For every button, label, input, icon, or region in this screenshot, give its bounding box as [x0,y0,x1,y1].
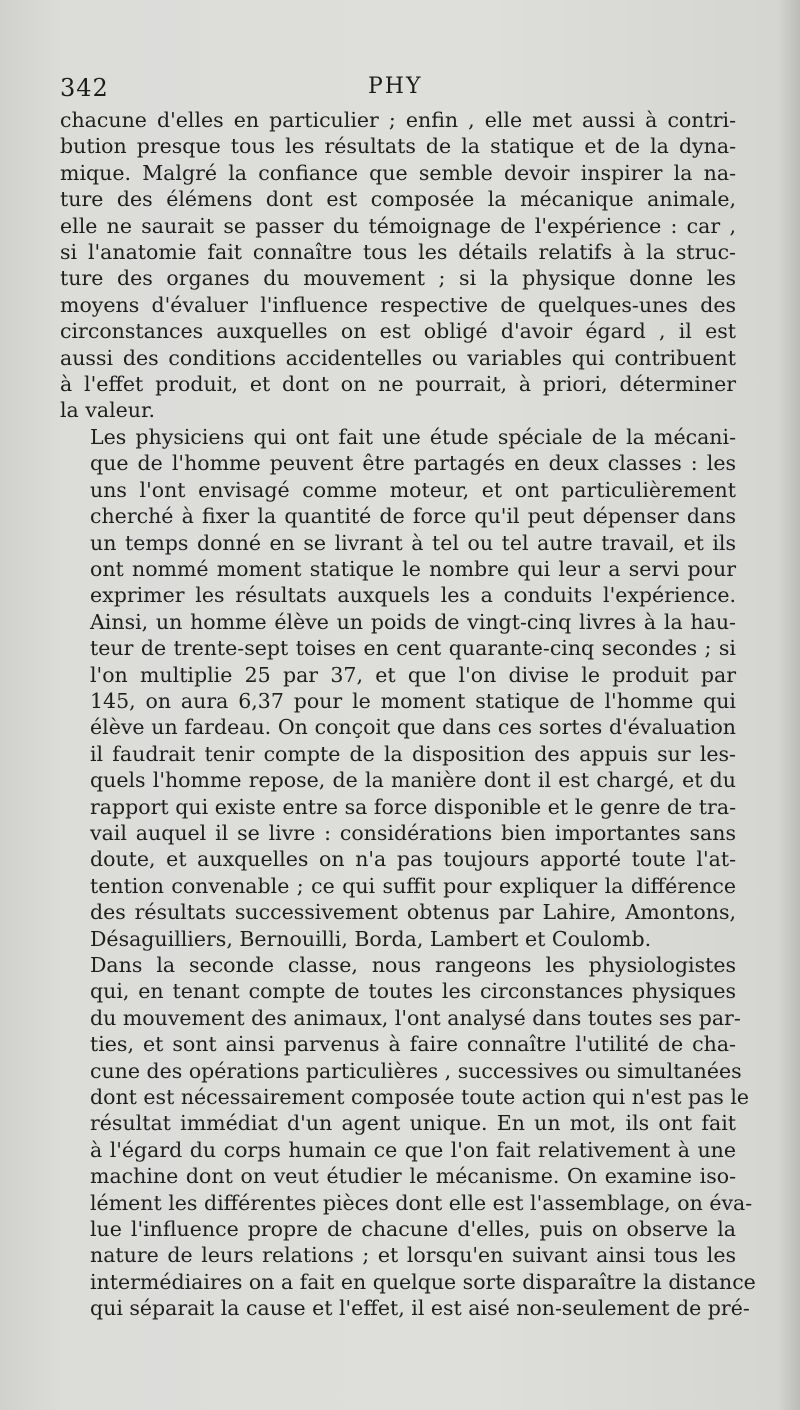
paragraph-3 [60,952,756,1322]
running-head: PHY [368,74,423,99]
text-line: exprimer les résultats auxquels les a conduits l'expérience. [90,583,736,608]
text-line: aussi des conditions accidentelles ou variables qui contribuent [60,345,736,370]
text-line: lue l'influence propre de chacune d'elles, puis on observe la [90,1217,736,1242]
text-line: si l'anatomie fait connaître tous les détails relatifs à la struc- [60,240,736,265]
page-number: 342 [60,74,109,102]
text-line: la valeur. [60,398,156,423]
text-line: teur de trente-sept toises en cent quarante-cinq secondes ; si [90,636,736,661]
text-line: Dans la seconde classe, nous rangeons les physiologistes [90,953,736,977]
body-text [60,107,756,1322]
text-line: l'on multiplie 25 par 37, et que l'on divise le produit par [90,662,736,687]
text-line: lément les différentes pièces dont elle est l'assemblage, on éva- [90,1190,753,1215]
paragraph-2 [60,424,736,952]
text-line: Les physiciens qui ont fait une étude spéciale de la mécani- [90,424,736,449]
text-line: chacune d'elles en particulier ; enfin , elle met aussi à contri- [60,108,736,132]
text-line: 145, on aura 6,37 pour le moment statique de l'homme qui [90,688,736,713]
page-header [60,74,740,104]
text-line: bution presque tous les résultats de la statique et de la dyna- [60,134,736,159]
text-line: elle ne saurait se passer du témoignage de l'expérience : car , [60,213,736,238]
text-line: qui séparait la cause et l'effet, il est aisé non-seulement de pré- [90,1296,750,1321]
text-line: résultat immédiat d'un agent unique. En un mot, ils ont fait [90,1111,736,1136]
text-line: il faudrait tenir compte de la disposition des appuis sur les- [90,741,736,766]
text-line: quels l'homme repose, de la manière dont il est chargé, et du [90,768,736,793]
paragraph-1 [60,107,736,424]
text-line: uns l'ont envisagé comme moteur, et ont particulièrement [90,477,736,502]
text-line: cherché à fixer la quantité de force qu'il peut dépenser dans [90,504,736,529]
text-line: rapport qui existe entre sa force disponible et le genre de tra- [90,794,736,819]
text-line: moyens d'évaluer l'influence respective de quelques-unes des [60,292,736,317]
text-line: circonstances auxquelles on est obligé d'avoir égard , il est [60,319,736,344]
text-line: Ainsi, un homme élève un poids de vingt-cinq livres à la hau- [90,609,736,634]
text-line: tention convenable ; ce qui suffit pour expliquer la différence [90,873,736,898]
text-line: dont est nécessairement composée toute action qui n'est pas le [90,1085,750,1110]
text-line: à l'égard du corps humain ce que l'on fait relativement à une [90,1137,736,1162]
text-line: Désaguilliers, Bernouilli, Borda, Lambert et Coulomb. [90,926,652,951]
text-line: machine dont on veut étudier le mécanisme. On examine iso- [90,1164,736,1189]
text-line: que de l'homme peuvent être partagés en deux classes : les [90,451,736,476]
page-edge-shadow [778,0,800,1410]
text-line: à l'effet produit, et dont on ne pourrait, à priori, déterminer [60,372,736,397]
text-line: mique. Malgré la confiance que semble devoir inspirer la na- [60,160,736,185]
text-line: cune des opérations particulières , successives ou simultanées [90,1058,742,1083]
text-line: qui, en tenant compte de toutes les circonstances physiques [90,979,736,1004]
text-line: ties, et sont ainsi parvenus à faire connaître l'utilité de cha- [90,1032,736,1057]
text-line: doute, et auxquelles on n'a pas toujours apporté toute l'at- [90,847,736,872]
text-line: élève un fardeau. On conçoit que dans ces sortes d'évaluation [90,715,736,740]
text-line: nature de leurs relations ; et lorsqu'en suivant ainsi tous les [90,1243,736,1268]
text-line: ont nommé moment statique le nombre qui leur a servi pour [90,556,736,581]
text-line: des résultats successivement obtenus par Lahire, Amontons, [90,900,736,925]
text-line: du mouvement des animaux, l'ont analysé dans toutes ses par- [90,1005,741,1030]
text-line: un temps donné en se livrant à tel ou tel autre travail, et ils [90,530,736,555]
text-line: vail auquel il se livre : considérations bien importantes sans [90,820,736,845]
text-line: ture des organes du mouvement ; si la physique donne les [60,266,736,291]
text-line: ture des élémens dont est composée la mécanique animale, [60,187,736,212]
text-line: intermédiaires on a fait en quelque sorte disparaître la distance [90,1269,756,1294]
